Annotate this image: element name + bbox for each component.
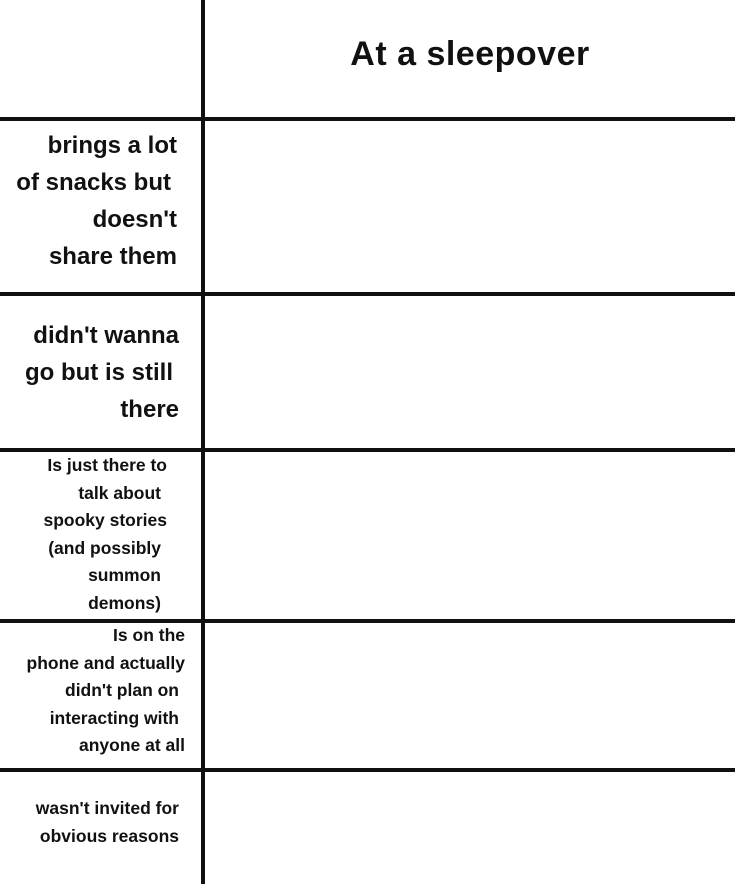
row-label-spooky-stories xyxy=(0,452,201,618)
row-label-line: spooky stories xyxy=(43,510,167,530)
row-label-didnt-wanna-go xyxy=(0,317,201,437)
answer-cell[interactable] xyxy=(205,772,735,884)
row-label-on-the-phone xyxy=(0,622,201,762)
row-label-line: didn't wanna xyxy=(33,322,179,349)
answer-cell[interactable] xyxy=(205,452,735,619)
column-header xyxy=(205,0,735,117)
row-label-line: didn't plan on xyxy=(65,680,179,700)
row-label-line: there xyxy=(120,396,179,423)
row-label-line: obvious reasons xyxy=(39,825,179,846)
row-label-not-invited xyxy=(0,795,201,855)
row-label-line: go but is still xyxy=(25,359,173,386)
row-label-line: anyone at all xyxy=(78,735,185,755)
answer-cell[interactable] xyxy=(205,623,735,768)
row-label-line: phone and actually xyxy=(26,652,185,673)
row-label-line: doesn't xyxy=(92,206,177,233)
row-label-line: demons) xyxy=(88,592,161,613)
row-label-line: of snacks but xyxy=(16,169,171,196)
answer-cell[interactable] xyxy=(205,121,735,292)
row-label-line: wasn't invited for xyxy=(35,798,179,818)
row-label-line: summon xyxy=(88,565,161,585)
row-label-line: share them xyxy=(48,243,177,270)
row-label-line: Is on the xyxy=(113,625,185,645)
row-label-snacks xyxy=(0,127,201,287)
row-label-line: Is just there to xyxy=(47,455,167,475)
row-label-line: interacting with xyxy=(49,707,179,728)
row-label-line: (and possibly xyxy=(48,537,161,558)
answer-cell[interactable] xyxy=(205,296,735,448)
chart-title: At a sleepover xyxy=(350,35,590,73)
row-label-line: talk about xyxy=(78,482,161,503)
row-label-line: brings a lot xyxy=(47,132,177,159)
